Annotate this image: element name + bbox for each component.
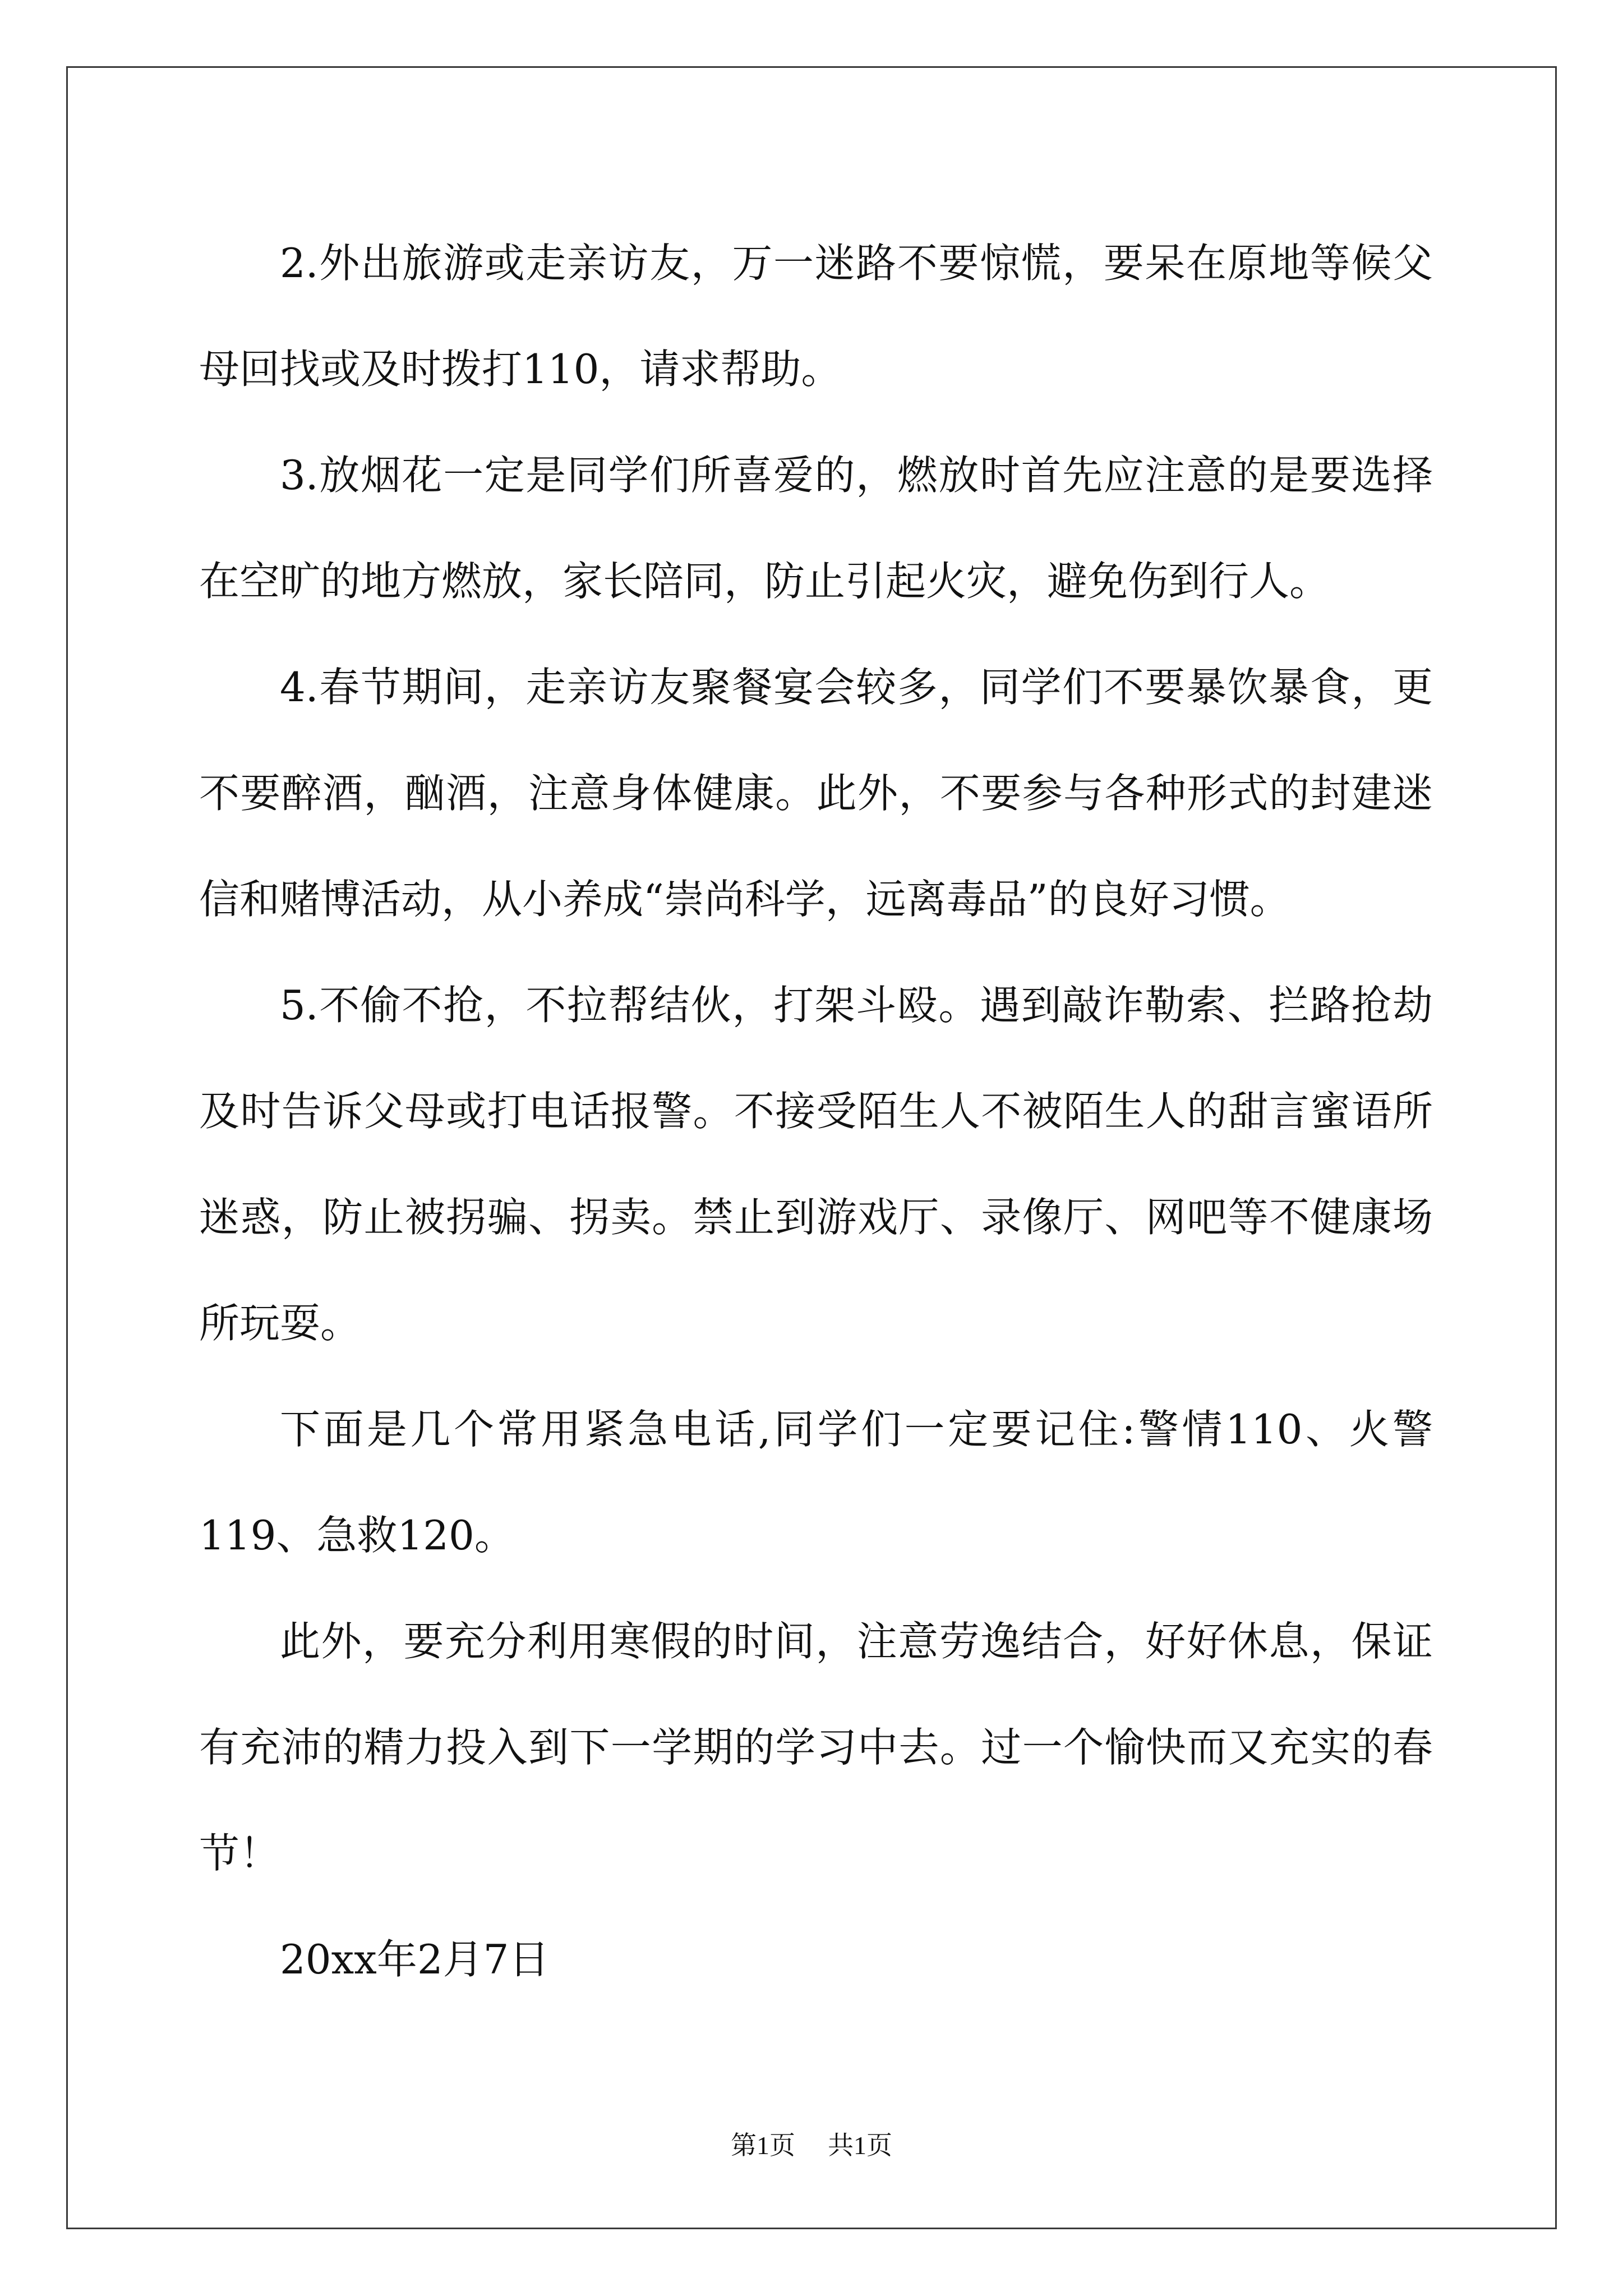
page-footer: [0, 2125, 1623, 2162]
paragraph-closing: 此外，要充分利用寒假的时间，注意劳逸结合，好好休息，保证有充沛的精力投入到下一学期的学习中去。过一个愉快而又充实的春节！: [199, 1618, 1433, 1877]
page-total: 共1页: [828, 2131, 892, 2160]
paragraph-fireworks: 3.放烟花一定是同学们所喜爱的，燃放时首先应注意的是要选择在空旷的地方燃放，家长陪同，防止引起火灾，避免伤到行人。: [199, 452, 1433, 605]
paragraph-festival-health: 4.春节期间，走亲访友聚餐宴会较多，同学们不要暴饮暴食，更不要醉酒，酗酒，注意身体健康。此外，不要参与各种形式的封建迷信和赌博活动，从小养成“崇尚科学，远离毒品”的良好习惯。: [199, 664, 1433, 923]
paragraph-emergency-numbers: 下面是几个常用紧急电话,同学们一定要记住:警情110、火警119、急救120。: [199, 1406, 1433, 1559]
paragraph-date: 20xx年2月7日: [280, 1936, 550, 1983]
document-body: [199, 210, 1433, 2013]
paragraph-personal-safety: 5.不偷不抢，不拉帮结伙，打架斗殴。遇到敲诈勒索、拦路抢劫及时告诉父母或打电话报警。不接受陌生人不被陌生人的甜言蜜语所迷惑，防止被拐骗、拐卖。禁止到游戏厅、录像厅、网吧等不健康场所玩耍。: [199, 982, 1433, 1347]
paragraph-lost-child: 2.外出旅游或走亲访友，万一迷路不要惊慌，要呆在原地等候父母回找或及时拨打110，请求帮助。: [199, 240, 1433, 393]
page-number: 第1页: [731, 2131, 795, 2160]
